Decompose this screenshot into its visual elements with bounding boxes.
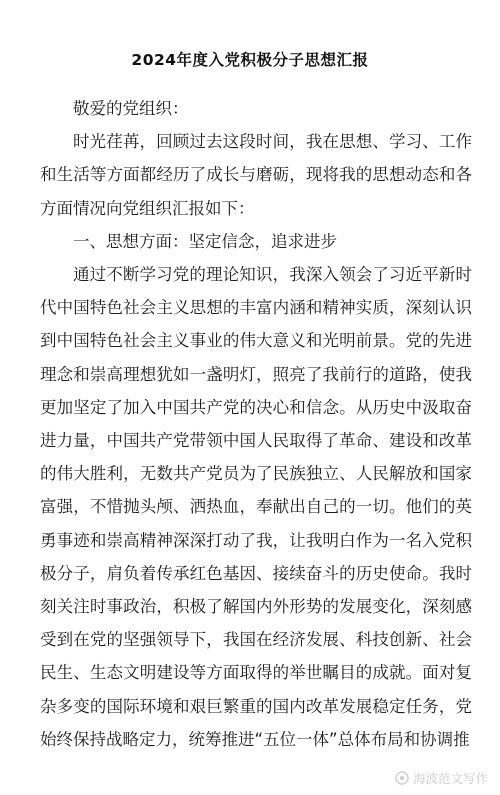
salutation: 敬爱的党组织： [73, 99, 189, 118]
watermark-text: 海波范文写作 [412, 771, 488, 786]
section-paragraph: 通过不断学习党的理论知识，我深入领会了习近平新时代中国特色社会主义思想的丰富内涵和精神实质，深刻认识到中国特色社会主义事业的伟大意义和光明前景。党的先进理念和崇高理想犹如一盏明灯，照亮了我前行的道路，使我更加坚定了加入中国共产党的决心和信念。从历史中汲取奋进力量，中国共产党带领中国人民取得了革命、建设和改革的伟大胜利，无数共产党员为了民族独立、人民解放和国家富强，不惜抛头颅、洒热血，奉献出自己的一切。他们的英勇事迹和崇高精神深深打动了我，让我明白作为一名入党积极分子，肩负着传承红色基因、接续奋斗的历史使命。我时刻关注时事政治，积极了解国内外形势的发展变化，深刻感受到在党的坚强领导下，我国在经济发展、科技创新、社会民生、生态文明建设等方面取得的举世瞩目的成就。面对复杂多变的国际环境和艰巨繁重的国内改革发展稳定任务，党始终保持战略定力，统筹推进“五位一体”总体布局和协调推 [40, 265, 472, 749]
intro-paragraph: 时光荏苒，回顾过去这段时间，我在思想、学习、工作和生活等方面都经历了成长与磨砺，现将我的思想动态和各方面情况向党组织汇报如下： [40, 132, 472, 218]
watermark-logo-icon [395, 771, 409, 785]
section-heading: 一、思想方面：坚定信念，追求进步 [73, 231, 337, 251]
document-title: 2024年度入党积极分子思想汇报 [131, 51, 369, 69]
document-body [40, 92, 472, 756]
watermark [395, 769, 488, 787]
